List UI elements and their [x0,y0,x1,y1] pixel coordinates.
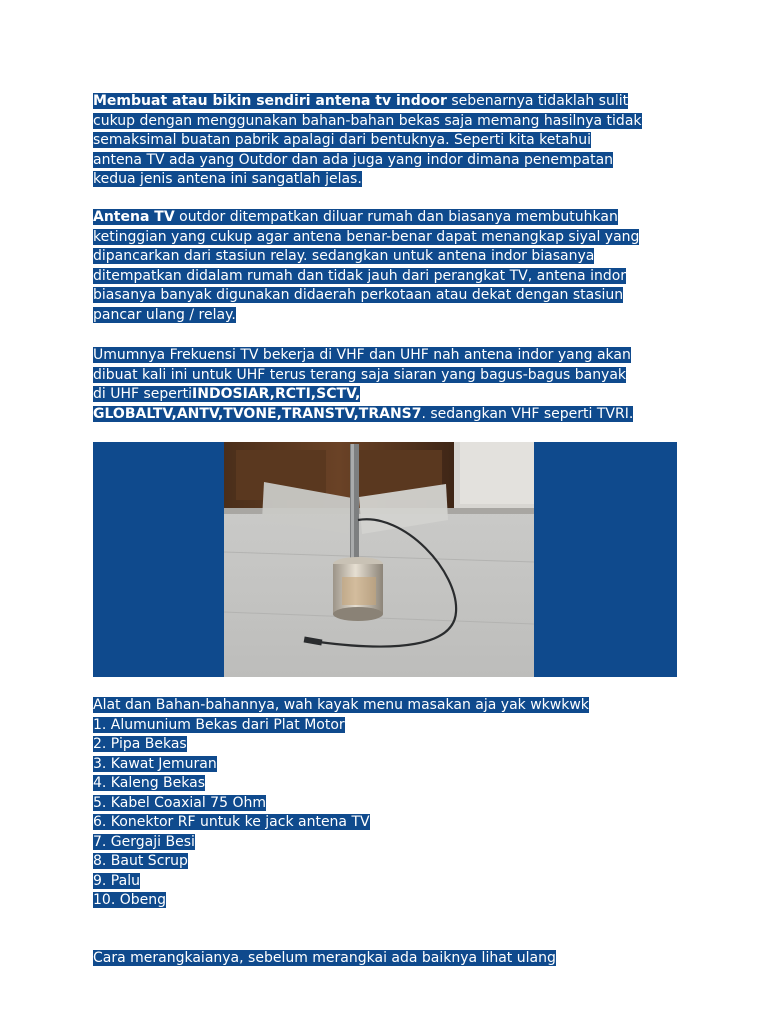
text-line: ketinggian yang cukup agar antena benar-benar dapat menangkap siyal yang [93,228,640,245]
text-line: di UHF sepertiINDOSIAR,RCTI,SCTV, [93,386,361,402]
text-line: Cara merangkaianya, sebelum merangkai ada baiknya lihat ulang [93,950,556,966]
text-line: kedua jenis antena ini sangatlah jelas. [93,171,362,187]
text-line: ditempatkan didalam rumah dan tidak jauh dari perangkat TV, antena indor [93,267,627,284]
text-line: antena TV ada yang Outdor dan ada juga yang indor dimana penempatan [93,151,614,168]
text-line: GLOBALTV,ANTV,TVONE,TRANSTV,TRANS7. sedangkan VHF seperti TVRI. [93,405,634,422]
text-line: dipancarkan dari stasiun relay. sedangkan untuk antena indor biasanya [93,248,595,264]
list-item: 9. Palu [93,872,140,889]
list-item: 4. Kaleng Bekas [93,775,205,791]
text-line: biasanya banyak digunakan didaerah perkotaan atau dekat dengan stasiun [93,287,624,303]
text-line: Umumnya Frekuensi TV bekerja di VHF dan UHF nah antena indor yang akan [93,347,631,363]
list-item: 8. Baut Scrup [93,853,188,869]
list-item: 2. Pipa Bekas [93,736,187,752]
outdoor-indoor-paragraph [93,208,639,325]
assembly-paragraph [93,949,556,969]
text-line: dibuat kali ini untuk UHF terus terang saja siaran yang bagus-bagus banyak [93,366,627,383]
intro-paragraph [93,92,642,190]
channel-list: INDOSIAR,RCTI,SCTV, [192,386,361,402]
list-item: 1. Alumunium Bekas dari Plat Motor [93,716,345,733]
text-line: Membuat atau bikin sendiri antena tv indoor sebenarnya tidaklah sulit [93,93,629,109]
text-line: semaksimal buatan pabrik apalagi dari bentuknya. Seperti kita ketahui [93,132,592,148]
text-line: cukup dengan menggunakan bahan-bahan bekas saja memang hasilnya tidak [93,112,642,129]
bold-lead: Antena TV [93,209,175,225]
materials-list [93,696,589,911]
text-line: Antena TV outdor ditempatkan diluar rumah dan biasanya membutuhkan [93,209,618,225]
list-item: 6. Konektor RF untuk ke jack antena TV [93,814,370,830]
antenna-photo [224,442,534,677]
bold-lead: Membuat atau bikin sendiri antena tv indoor [93,93,447,109]
list-item: 10. Obeng [93,892,166,908]
frequency-paragraph [93,346,633,424]
list-item: 3. Kawat Jemuran [93,755,217,772]
photo-highlight-box [93,442,677,677]
list-item: 5. Kabel Coaxial 75 Ohm [93,794,266,811]
text-line: pancar ulang / relay. [93,306,236,323]
list-intro: Alat dan Bahan-bahannya, wah kayak menu masakan aja yak wkwkwk [93,697,589,713]
list-item: 7. Gergaji Besi [93,833,195,850]
channel-list: GLOBALTV,ANTV,TVONE,TRANSTV,TRANS7 [93,405,422,422]
